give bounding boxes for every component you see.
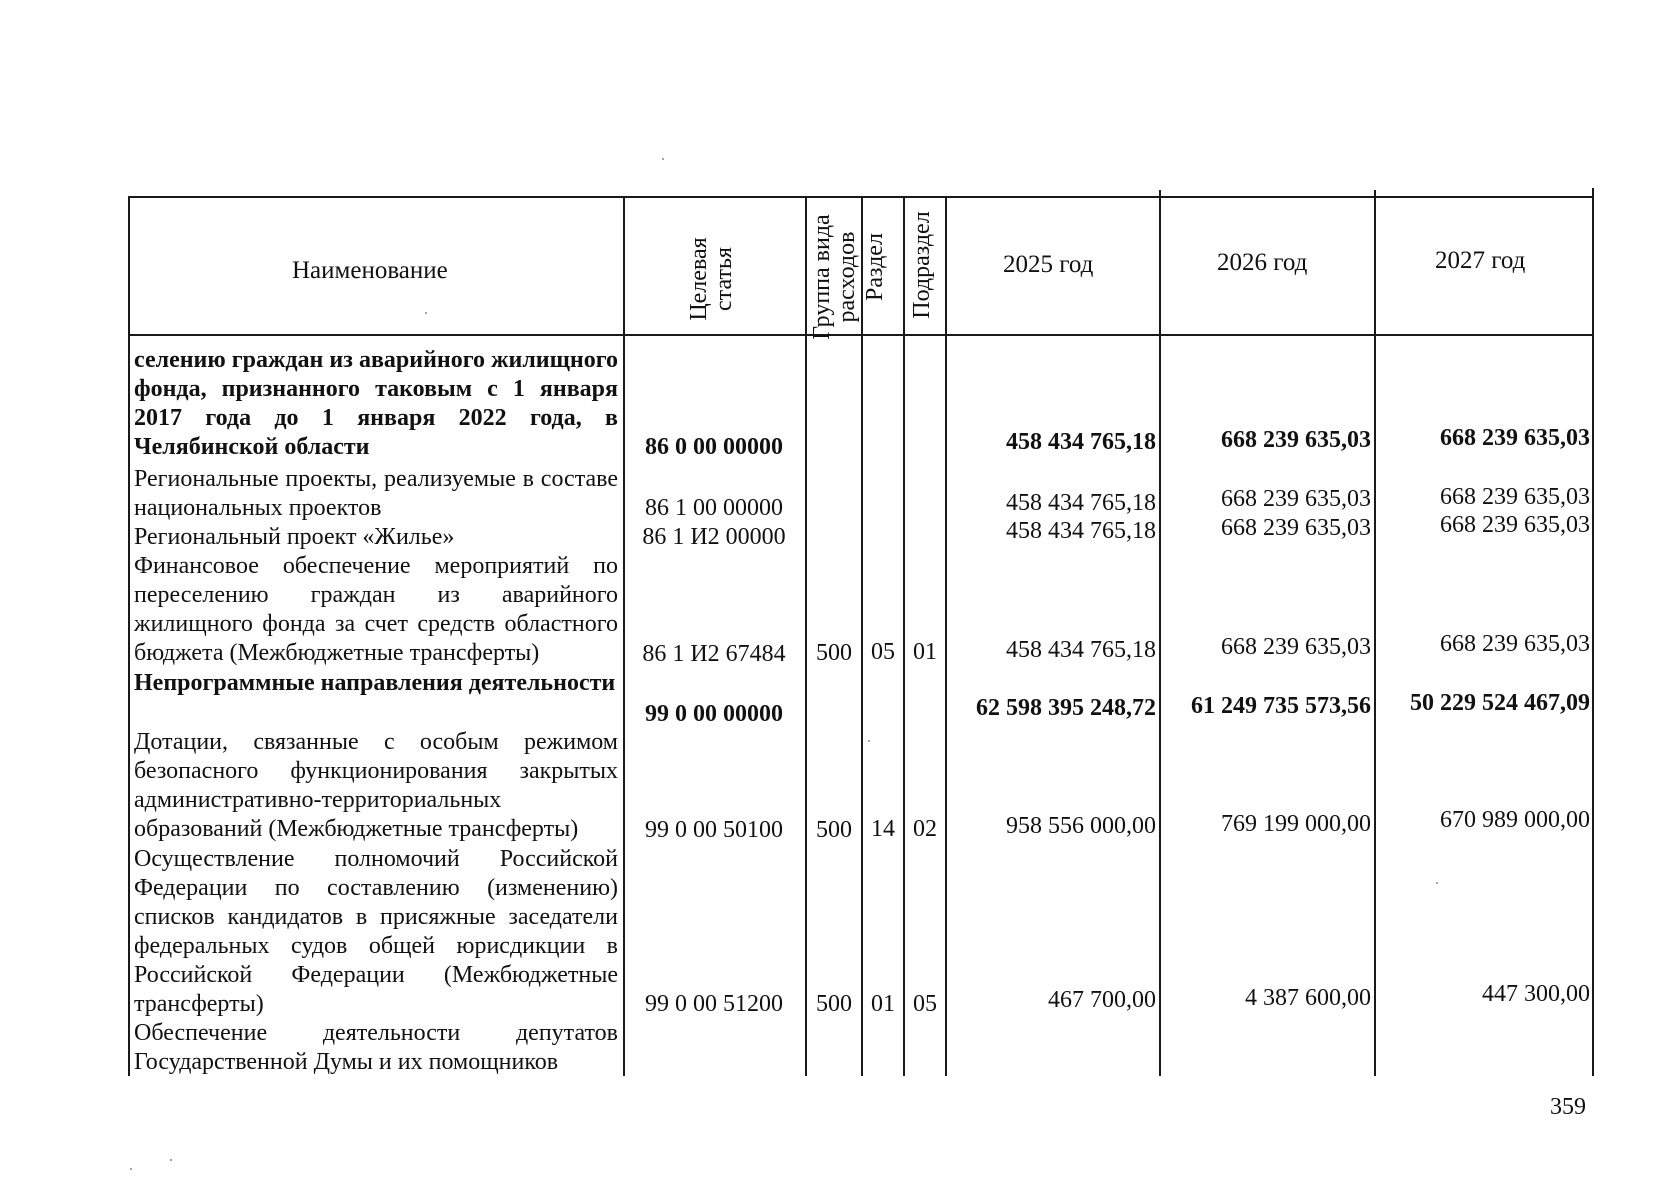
scan-speck	[425, 312, 427, 314]
row-value-2026: 769 199 000,00	[1221, 811, 1371, 837]
header-2026: 2026 год	[1217, 249, 1308, 276]
row-value-2027: 668 239 635,03	[1440, 484, 1590, 510]
row-value-2026: 61 249 735 573,56	[1191, 693, 1371, 719]
row-name: селению граждан из аварийного жилищного фонда, признанного таковым с 1 января 2017 года до 1 января 2022 года, в Челябинской области	[134, 347, 618, 460]
scan-speck	[1436, 882, 1438, 884]
row-name: Региональные проекты, реализуемые в составе национальных проектов	[134, 466, 618, 521]
col-divider-4	[903, 196, 905, 1076]
row-value-2026: 4 387 600,00	[1245, 985, 1371, 1011]
row-code: 99 0 00 00000	[645, 701, 783, 727]
row-subsection: 05	[913, 991, 937, 1017]
header-subsection: Подраздел	[909, 211, 935, 319]
row-value-2025: 458 434 765,18	[1006, 518, 1156, 544]
row-section: 05	[871, 639, 895, 665]
header-2027: 2027 год	[1435, 247, 1526, 274]
scan-speck	[130, 1168, 132, 1170]
row-code: 86 1 И2 67484	[642, 641, 786, 667]
col-divider-6	[1159, 190, 1161, 1076]
row-value-2026: 668 239 635,03	[1221, 634, 1371, 660]
row-value-2026: 668 239 635,03	[1221, 486, 1371, 512]
row-name: Осуществление полномочий Российской Федерации по составлению (изменению) списков кандидатов в присяжные заседатели федеральных судов общей юрисдикции в Российской Федерации (Межбюджетные трансферты)	[134, 846, 618, 1017]
col-divider-7	[1374, 190, 1376, 1076]
header-expense-group: Группа вида расходов	[809, 214, 861, 340]
header-2025: 2025 год	[1003, 251, 1094, 278]
row-subsection: 01	[913, 639, 937, 665]
row-expense-group: 500	[816, 817, 852, 843]
row-expense-group: 500	[816, 640, 852, 666]
header-name: Наименование	[292, 257, 448, 284]
row-section: 01	[871, 991, 895, 1017]
row-value-2027: 668 239 635,03	[1440, 512, 1590, 538]
col-divider-5	[945, 196, 947, 1076]
row-value-2027: 668 239 635,03	[1440, 631, 1590, 657]
header-section: Раздел	[862, 233, 888, 301]
row-name: Дотации, связанные с особым режимом безопасного функционирования закрытых административно-территориальных образований (Межбюджетные трансферты)	[134, 729, 618, 842]
row-name: Обеспечение деятельности депутатов Государственной Думы и их помощников	[134, 1020, 618, 1075]
row-section: 14	[871, 816, 895, 842]
row-code: 99 0 00 50100	[645, 817, 783, 843]
row-value-2027: 50 229 524 467,09	[1410, 690, 1590, 716]
row-value-2027: 670 989 000,00	[1440, 807, 1590, 833]
row-value-2027: 668 239 635,03	[1440, 425, 1590, 451]
row-value-2026: 668 239 635,03	[1221, 427, 1371, 453]
row-code: 86 1 00 00000	[645, 495, 783, 521]
row-name: Региональный проект «Жилье»	[134, 524, 455, 550]
row-value-2025: 958 556 000,00	[1006, 813, 1156, 839]
row-subsection: 02	[913, 816, 937, 842]
col-divider-2	[805, 196, 807, 1076]
scan-speck	[662, 158, 664, 160]
row-value-2027: 447 300,00	[1482, 981, 1590, 1007]
row-code: 99 0 00 51200	[645, 991, 783, 1017]
col-divider-1	[623, 196, 625, 1076]
row-code: 86 1 И2 00000	[642, 524, 786, 550]
row-value-2025: 458 434 765,18	[1006, 637, 1156, 663]
table-right-border	[1592, 188, 1594, 1076]
row-name: Непрограммные направления деятельности	[134, 670, 616, 696]
row-value-2026: 668 239 635,03	[1221, 515, 1371, 541]
header-target-article: Целевая статья	[686, 237, 738, 321]
row-code: 86 0 00 00000	[645, 434, 783, 460]
row-value-2025: 458 434 765,18	[1006, 429, 1156, 455]
row-value-2025: 62 598 395 248,72	[976, 695, 1156, 721]
table-left-border	[128, 196, 130, 1076]
row-value-2025: 467 700,00	[1048, 987, 1156, 1013]
scan-speck	[868, 740, 870, 742]
row-name: Финансовое обеспечение мероприятий по переселению граждан из аварийного жилищного фонда за счет средств областного бюджета (Межбюджетные трансферты)	[134, 553, 618, 666]
row-expense-group: 500	[816, 991, 852, 1017]
scan-speck	[170, 1159, 172, 1161]
page-number: 359	[1550, 1094, 1586, 1120]
row-value-2025: 458 434 765,18	[1006, 490, 1156, 516]
